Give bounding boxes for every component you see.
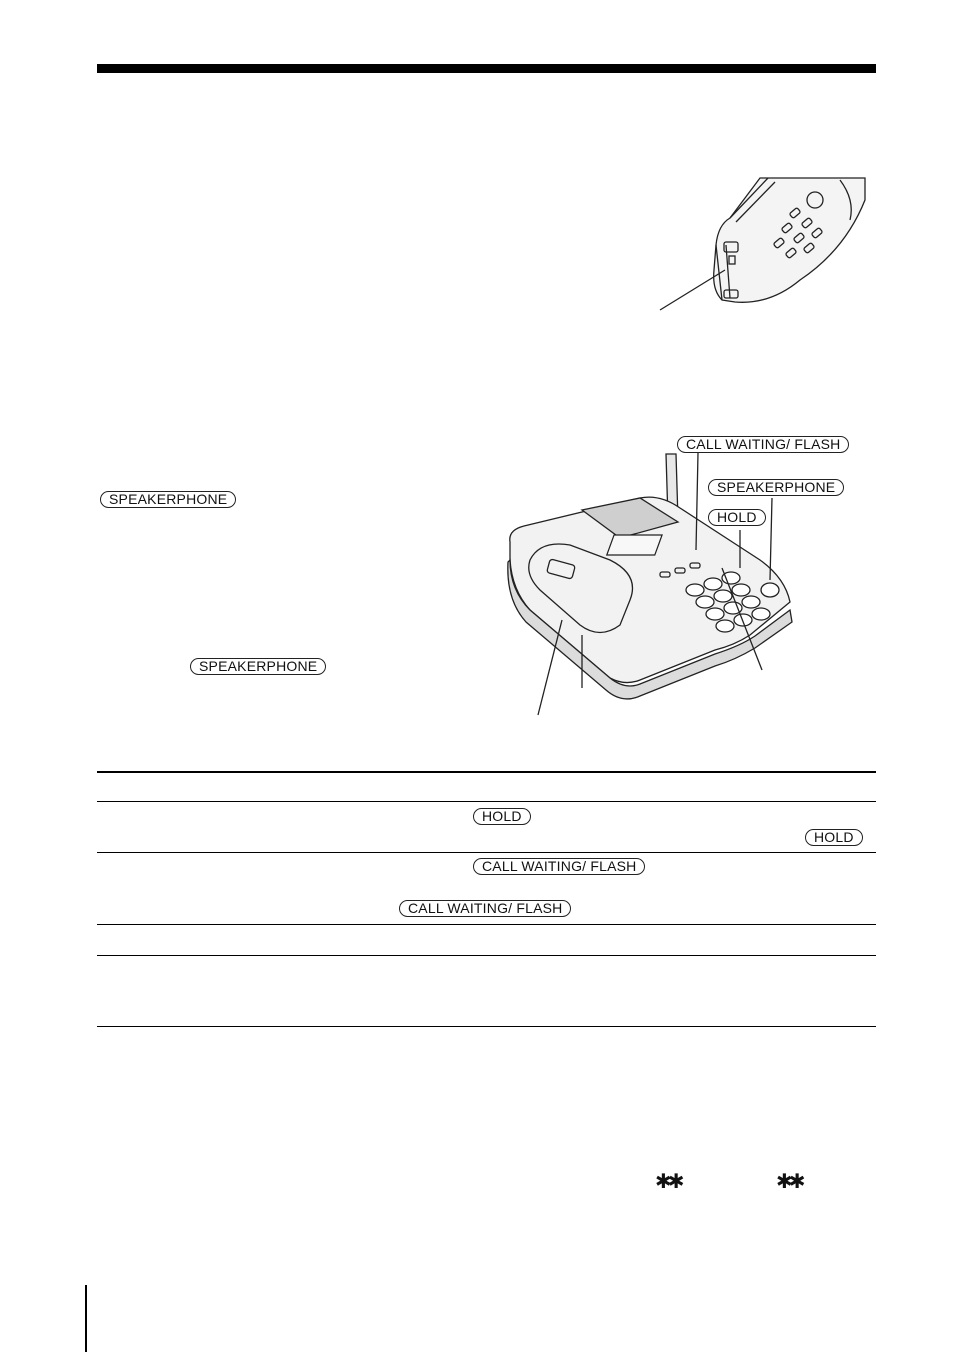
speakerphone-key-1: SPEAKERPHONE [100,491,236,508]
hold-key-row1-a: HOLD [473,808,531,825]
table-top-rule [97,771,876,773]
call-waiting-flash-key-row2-b: CALL WAITING/ FLASH [399,900,571,917]
header-rule [97,64,876,73]
double-asterisk-2: ✱✱ [776,1171,802,1193]
table-row-rule-3 [97,924,876,925]
handset-illustration [640,170,870,320]
speakerphone-label-base: SPEAKERPHONE [708,479,844,496]
table-row-rule-4 [97,955,876,956]
speakerphone-key-2: SPEAKERPHONE [190,658,326,675]
hold-key-row1-b: HOLD [805,829,863,846]
double-asterisk-1: ✱✱ [655,1171,681,1193]
call-waiting-flash-key-row2-a: CALL WAITING/ FLASH [473,858,645,875]
call-waiting-flash-label: CALL WAITING/ FLASH [677,436,849,453]
table-row-rule-1 [97,801,876,802]
hold-label-base: HOLD [708,509,766,526]
table-bottom-rule [97,1026,876,1027]
table-row-rule-2 [97,852,876,853]
margin-bar [85,1285,87,1352]
